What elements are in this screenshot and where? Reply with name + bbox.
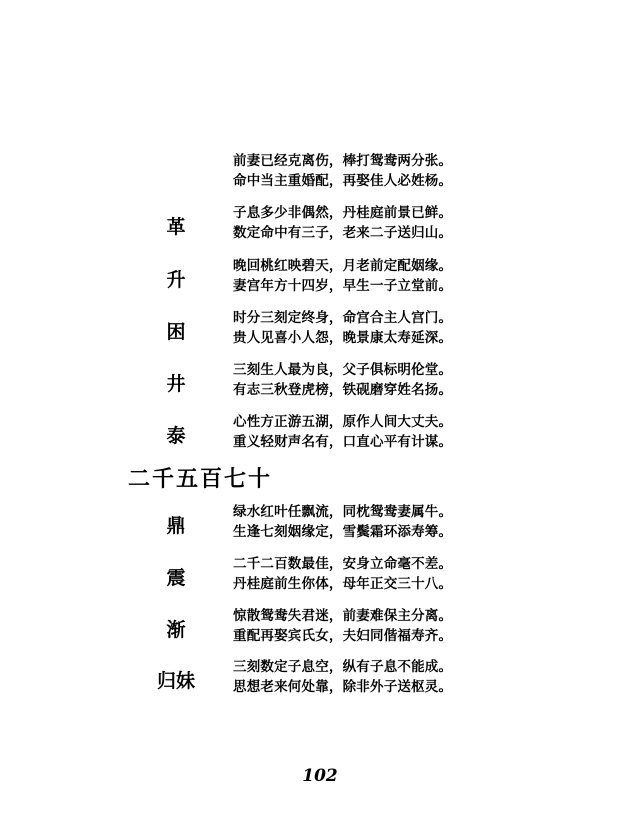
verse-text	[233, 308, 452, 348]
verse-line-1: 时分三刻定终身，命宫合主人宫门。	[233, 310, 453, 326]
hexagram-label: 泰	[166, 425, 186, 447]
verse-entry	[0, 554, 640, 602]
verse-text	[233, 203, 452, 243]
hexagram-label: 革	[166, 216, 186, 238]
verse-entry	[0, 256, 640, 304]
hexagram-label: 鼎	[166, 515, 186, 537]
verse-line-1: 惊散鸳鸯失君迷，前妻难保主分离。	[233, 608, 453, 624]
verse-line-2: 有志三秋登虎榜，铁砚磨穿姓名扬。	[233, 382, 453, 398]
hexagram-label: 归妹	[156, 670, 195, 692]
verse-entry	[0, 308, 640, 356]
page-number: 102	[302, 766, 338, 786]
verse-line-1: 晚回桃红映碧天，月老前定配姻缘。	[233, 258, 453, 274]
verse-text	[233, 606, 452, 646]
hexagram-label: 困	[166, 321, 186, 343]
verse-entry	[0, 203, 640, 251]
hexagram-label: 升	[166, 269, 186, 291]
hexagram-label: 井	[166, 373, 186, 395]
verse-text	[233, 360, 452, 400]
verse-line-2: 重配再娶宾氏女，夫妇同偕福寿齐。	[233, 628, 453, 644]
verse-line-1: 三刻数定子息空，纵有子息不能成。	[233, 659, 453, 675]
verse-line-2: 生逢七刻姻缘定，雪鬓霜环添寿筹。	[233, 524, 453, 540]
verse-line-1: 三刻生人最为良，父子俱标明伦堂。	[233, 362, 453, 378]
hexagram-label: 震	[166, 567, 186, 589]
verse-entry	[0, 606, 640, 654]
verse-line-1: 子息多少非偶然，丹桂庭前景已鲜。	[233, 205, 453, 221]
verse-line-1: 二千二百数最佳，安身立命毫不差。	[233, 556, 453, 572]
verse-text	[233, 412, 452, 452]
verse-entry	[0, 502, 640, 550]
verse-line-2: 数定命中有三子，老来二子送归山。	[233, 225, 453, 241]
verse-entry	[0, 657, 640, 705]
verse-entry	[0, 412, 640, 460]
verse-line-2: 妻宫年方十四岁，早生一子立堂前。	[233, 278, 453, 294]
verse-text	[233, 151, 452, 191]
verse-line-2: 命中当主重婚配，再娶佳人必姓杨。	[233, 173, 453, 189]
verse-line-1: 心性方正游五湖，原作人间大丈夫。	[233, 414, 453, 430]
verse-text	[233, 256, 452, 296]
hexagram-label: 渐	[166, 619, 186, 641]
verse-line-2: 思想老来何处靠，除非外子送枢灵。	[233, 679, 453, 695]
verse-text	[233, 657, 452, 697]
verse-line-1: 绿水红叶任飘流，同枕鸳鸯妻属牛。	[233, 504, 453, 520]
verse-line-1: 前妻已经克离伤，棒打鸳鸯两分张。	[233, 153, 453, 169]
verse-text	[233, 554, 452, 594]
verse-line-2: 重义轻财声名有，口直心平有计谋。	[233, 434, 453, 450]
verse-text	[233, 502, 452, 542]
verse-entry-top	[0, 151, 640, 199]
verse-line-2: 丹桂庭前生你体，母年正交三十八。	[233, 576, 453, 592]
section-title: 二千五百七十	[128, 466, 273, 492]
verse-line-2: 贵人见喜小人怨，晚景康太寿延深。	[233, 330, 453, 346]
verse-entry	[0, 360, 640, 408]
